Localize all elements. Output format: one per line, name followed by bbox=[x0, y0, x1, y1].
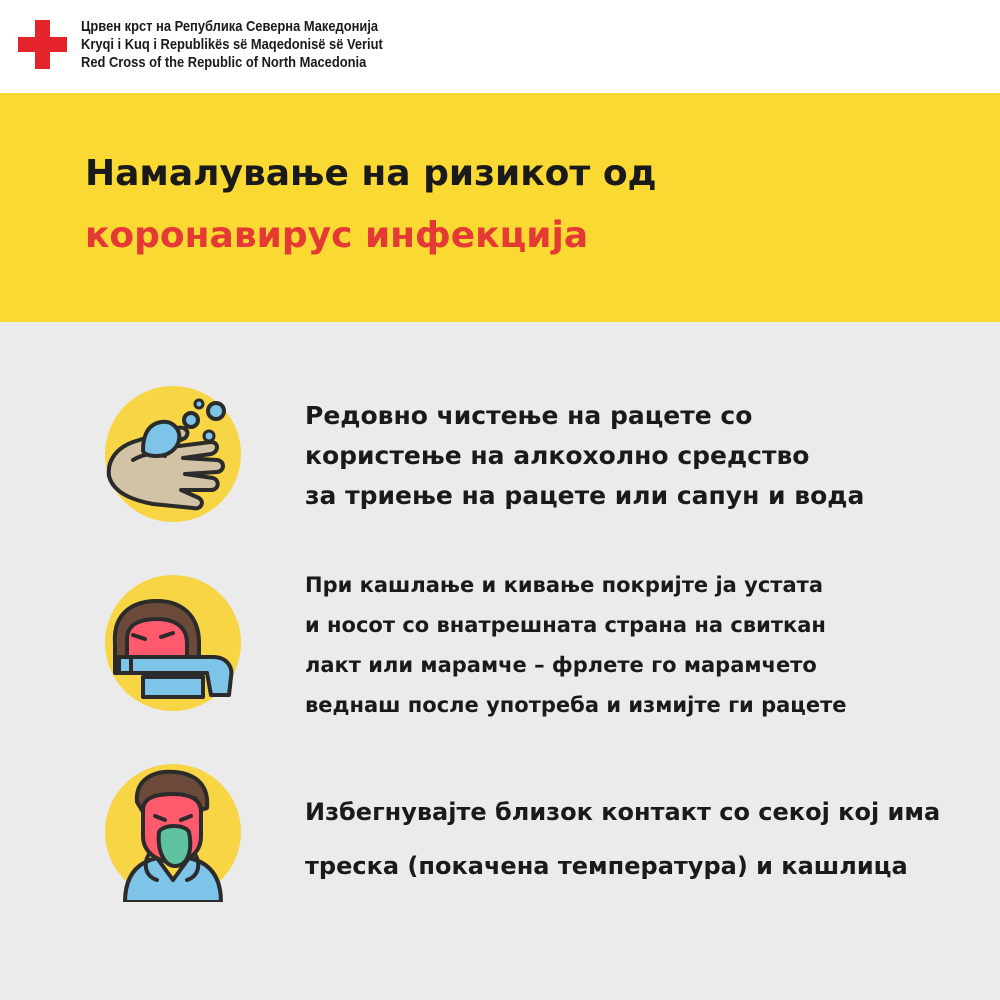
header bbox=[0, 0, 1000, 93]
red-cross-icon bbox=[18, 20, 67, 69]
tip-avoid-contact bbox=[305, 785, 940, 893]
organization-name bbox=[81, 18, 383, 72]
tip-1-line: Редовно чистење на рацете со bbox=[305, 401, 753, 430]
title-line-1: Намалување на ризикот од bbox=[85, 153, 657, 194]
tip-2-line: веднаш после употреба и измијте ги рацете bbox=[305, 693, 847, 717]
handwashing-icon bbox=[103, 384, 243, 524]
sick-person-tissue-icon bbox=[103, 762, 243, 902]
tip-hand-washing bbox=[305, 396, 864, 516]
tip-3-line: Избегнувајте близок контакт со секој кој има bbox=[305, 798, 941, 826]
org-name-english: Red Cross of the Republic of North Macedonia bbox=[81, 54, 367, 71]
tip-cough-etiquette bbox=[305, 565, 847, 725]
org-name-macedonian: Црвен крст на Република Северна Македонија bbox=[81, 18, 379, 35]
tip-2-line: лакт или марамче – фрлете го марамчето bbox=[305, 653, 817, 677]
tip-1-line: користење на алкохолно средство bbox=[305, 441, 810, 470]
org-name-albanian: Kryqi i Kuq i Republikës së Maqedonisë së Veriut bbox=[81, 36, 383, 53]
tip-2-line: и носот со внатрешната страна на свиткан bbox=[305, 613, 826, 637]
tip-1-line: за триење на рацете или сапун и вода bbox=[305, 481, 865, 510]
tip-2-line: При кашлање и кивање покријте ја устата bbox=[305, 573, 823, 597]
sneeze-into-elbow-icon bbox=[103, 573, 243, 713]
page-title bbox=[85, 143, 657, 267]
title-line-2-highlight: коронавирус инфекција bbox=[85, 215, 589, 256]
tip-3-line: треска (покачена температура) и кашлица bbox=[305, 852, 908, 880]
